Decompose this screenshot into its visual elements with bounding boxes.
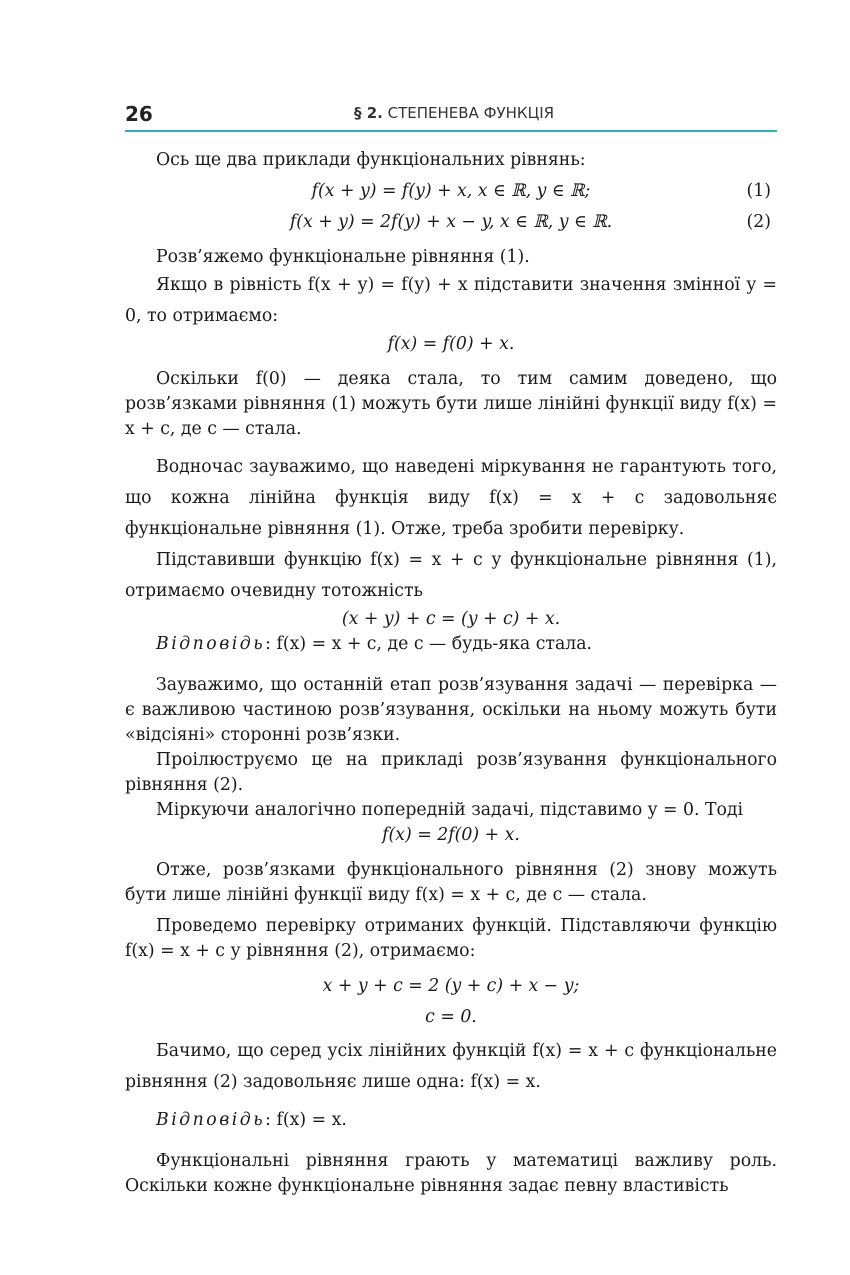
paragraph-note: Водночас зауважимо, що наведені міркування не гарантують того, що кожна лінійна функція виду f(x) = x + c задовольняє функціональне рівняння (1). Отже, треба зробити перевірку.	[125, 457, 777, 539]
page-header	[125, 98, 777, 132]
answer-1-text: : f(x) = x + c, де c — будь-яка стала.	[265, 634, 593, 654]
paragraph-substitute: Якщо в рівність f(x + y) = f(y) + x підставити значення змінної y = 0, то отримаємо:	[125, 275, 777, 326]
answer-2-text: : f(x) = x.	[265, 1110, 347, 1130]
answer-label: Відповідь	[156, 1110, 266, 1130]
equation-1-number: (1)	[746, 181, 771, 201]
paragraph-solve-1: Розв’яжемо функціональне рівняння (1).	[156, 247, 530, 267]
paragraph-result: Бачимо, що серед усіх лінійних функцій f(x) = x + c функціональне рівняння (2) задовольняє лише одна: f(x) = x.	[125, 1041, 777, 1092]
paragraph-verify: Проведемо перевірку отриманих функцій. Підставляючи функцію f(x) = x + c у рівняння (2), отримаємо:	[125, 916, 777, 961]
equation-3: f(x) = f(0) + x.	[387, 334, 515, 354]
equation-2	[125, 210, 777, 235]
paragraph-final: Функціональні рівняння грають у математиці важливу роль. Оскільки кожне функціональне рівняння задає певну властивість	[125, 1151, 777, 1196]
page-body	[125, 148, 777, 1199]
equation-2-number: (2)	[746, 212, 771, 232]
paragraph-remark: Зауважимо, що останній етап розв’язування задачі — перевірка — є важливою частиною розв’язування, оскільки на ньому можуть бути «відсіяні» сторонні розв’язки.	[125, 675, 777, 745]
paragraph-conclusion-2: Отже, розв’язками функціонального рівняння (2) знову можуть бути лише лінійні функції виду f(x) = x + c, де c — стала.	[125, 860, 777, 905]
section-title-text: СТЕПЕНЕВА ФУНКЦІЯ	[387, 104, 555, 122]
paragraph-intro: Ось ще два приклади функціональних рівнянь:	[156, 150, 586, 170]
answer-label: Відповідь	[156, 634, 266, 654]
equation-1-text: f(x + y) = f(y) + x, x ∈ ℝ, y ∈ ℝ;	[311, 181, 591, 201]
equation-5: f(x) = 2f(0) + x.	[382, 825, 520, 845]
paragraph-conclusion-1: Оскільки f(0) — деяка стала, то тим самим доведено, що розв’язками рівняння (1) можуть бути лише лінійні функції виду f(x) = x + c, де c — стала.	[125, 369, 777, 439]
equation-6: x + y + c = 2 (y + c) + x − y;	[322, 976, 580, 996]
equation-7: c = 0.	[425, 1007, 477, 1027]
equation-1	[125, 179, 777, 204]
paragraph-check: Підставивши функцію f(x) = x + c у функціональне рівняння (1), отримаємо очевидну тотожність	[125, 550, 777, 601]
equation-2-text: f(x + y) = 2f(y) + x − y, x ∈ ℝ, y ∈ ℝ.	[289, 212, 613, 232]
paragraph-illustrate: Проілюструємо це на прикладі розв’язування функціонального рівняння (2).	[125, 750, 777, 795]
answer-1	[125, 632, 777, 657]
equation-4: (x + y) + c = (y + c) + x.	[341, 609, 561, 629]
section-title	[354, 104, 554, 122]
section-prefix: § 2.	[354, 104, 383, 122]
answer-2	[125, 1108, 777, 1133]
paragraph-analogous: Міркуючи аналогічно попередній задачі, підставимо y = 0. Тоді	[156, 800, 744, 820]
page-number: 26	[125, 102, 153, 126]
